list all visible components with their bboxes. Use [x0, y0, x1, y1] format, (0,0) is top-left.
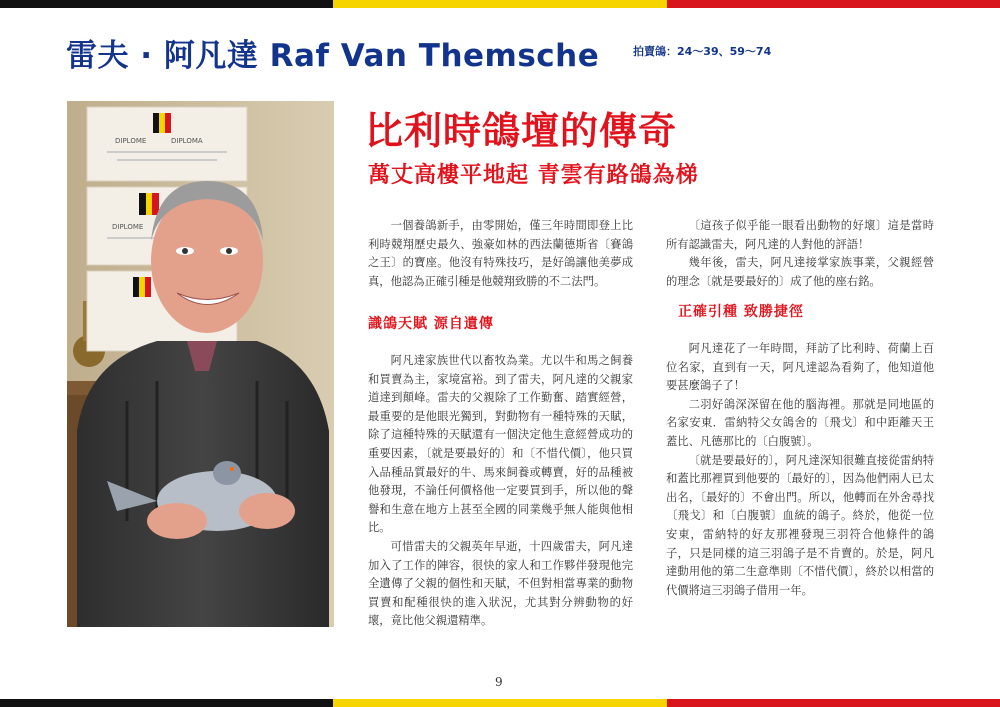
bottom-flag-band: [0, 699, 1000, 707]
top-flag-band: [0, 0, 1000, 8]
portrait-photo: [67, 101, 334, 627]
article-subheadline: 萬丈高樓平地起 青雲有路鴿為梯: [368, 163, 699, 188]
flag-stripe-black: [0, 0, 333, 8]
article-column-2: [666, 217, 934, 600]
flag-stripe-red: [667, 699, 1000, 707]
paragraph: 一個養鴿新手，由零開始，僅三年時間即登上比利時競翔歷史最久、強豪如林的西法蘭德斯省〔賽鴿之王〕的寶座。他沒有特殊技巧，是好鴿讓他美夢成真，他認為正確引種是他競翔致勝的不二法門。: [368, 219, 633, 288]
diploma-text-1: DIPLOME: [115, 137, 147, 145]
article-headline: 比利時鴿壇的傳奇: [365, 109, 678, 153]
diploma-text-2: DIPLOMA: [171, 137, 203, 145]
paragraph: 阿凡達花了一年時間，拜訪了比利時、荷蘭上百位名家，直到有一天，阿凡達認為看夠了，他知道他要甚麼鴿子了！: [666, 341, 934, 393]
paragraph: 〔這孩子似乎能一眼看出動物的好壞〕這是當時所有認識雷夫，阿凡達的人對他的評語！: [666, 219, 934, 251]
flag-stripe-yellow: [333, 0, 666, 8]
article-column-1: [368, 217, 633, 631]
paragraph: 阿凡達家族世代以畜牧為業。尤以牛和馬之飼養和買賣為主，家境富裕。到了雷夫，阿凡達的父親家道達到顛峰。雷夫的父親除了工作勤奮、踏實經營，最重要的是他眼光獨到，對動物有一種特殊的天賦，除了這種特殊的天賦還有一個決定他生意經營成功的重要因素，〔就是要最好的〕和〔不惜代價〕，他只買入品種品質最好的牛、馬來飼養或轉賣，好的品種被他發現，不論任何價格他一定要買到手，所以他的聲譽和生意在地方上甚至全國的同業幾乎無人能與他相比。: [368, 353, 633, 535]
flag-stripe-black: [0, 699, 333, 707]
paragraph: 二羽好鴿深深留在他的腦海裡。那就是同地區的名家安東．雷納特父女鴿舍的〔飛戈〕和中距離天王蓋比、凡德那比的〔白腹號〕。: [666, 397, 934, 448]
page-number: 9: [495, 675, 503, 689]
section-heading: 正確引種 致勝捷徑: [678, 304, 804, 321]
page-title: 雷夫 · 阿凡達 Raf Van Themsche: [66, 38, 600, 74]
section-heading: 識鴿天賦 源自遺傳: [368, 316, 494, 333]
svg-text:DIPLOME: DIPLOME: [112, 223, 144, 231]
flag-stripe-red: [667, 0, 1000, 8]
flag-stripe-yellow: [333, 699, 666, 707]
paragraph: 可惜雷夫的父親英年早逝，十四歲雷夫，阿凡達加入了工作的陣容，很快的家人和工作夥伴發現他完全遺傳了父親的個性和天賦，不但對相當專業的動物買賣和配種很快的進入狀況，尤其對分辨動物的好壞，竟比他父親還精準。: [368, 539, 633, 628]
paragraph: 〔就是要最好的〕，阿凡達深知很難直接從雷納特和蓋比那裡買到他要的〔最好的〕，因為他們兩人已太出名，〔最好的〕不會出門。所以，他轉而在外舍尋找〔飛戈〕和〔白腹號〕血統的鴿子。終於，他從一位安東，雷納特的好友那裡發現三羽符合他條件的鴿子，只是同樣的這三羽鴿子是不肯賣的。於是，阿凡達動用他的第二生意準則〔不惜代價〕，終於以相當的代價將這三羽鴿子借用一年。: [666, 453, 934, 597]
paragraph: 幾年後，雷夫，阿凡達接掌家族事業，父親經營的理念〔就是要最好的〕成了他的座右銘。: [666, 256, 934, 288]
auction-info: 拍賣鴿：24〜39、59〜74: [633, 45, 772, 58]
portrait-illustration: [67, 101, 334, 627]
